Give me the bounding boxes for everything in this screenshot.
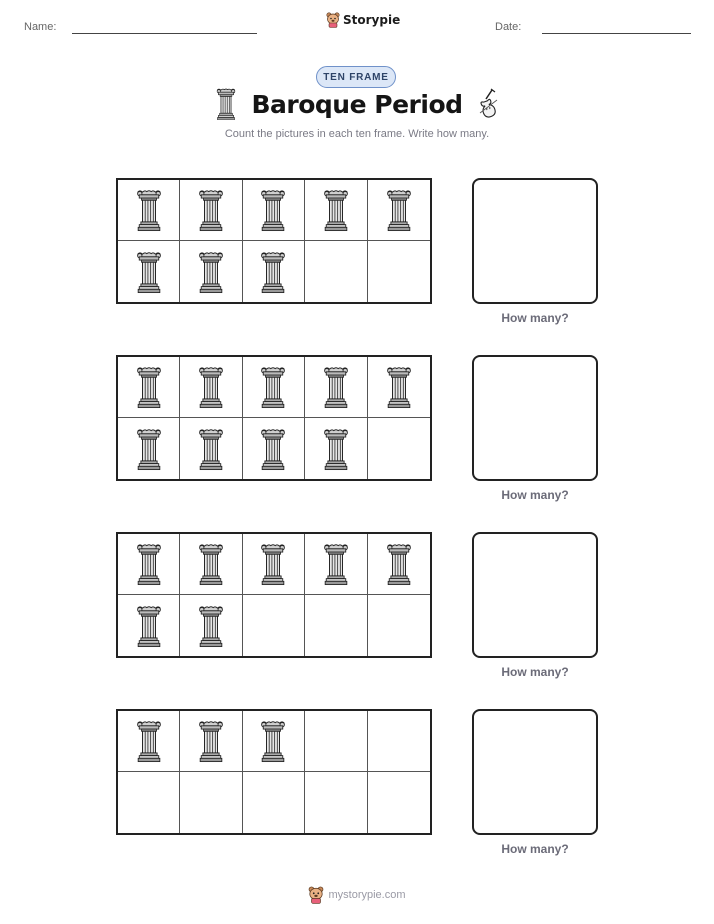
ten-frame-cell	[180, 357, 242, 418]
how-many-label: How many?	[501, 665, 569, 679]
ten-frame	[116, 709, 432, 835]
ten-frame-cell	[243, 357, 305, 418]
column-icon	[260, 718, 286, 764]
column-icon	[136, 718, 162, 764]
column-icon	[215, 88, 237, 120]
ten-frame-cell	[368, 534, 430, 595]
ten-frame-cell	[180, 534, 242, 595]
page-title	[0, 88, 714, 126]
ten-frame-cell	[368, 711, 430, 772]
ten-frame-cell	[368, 595, 430, 656]
ten-frame-cell	[180, 180, 242, 241]
column-icon	[386, 364, 412, 410]
ten-frame-cell	[368, 357, 430, 418]
ten-frame-cell	[118, 772, 180, 833]
ten-frame-cell	[368, 418, 430, 479]
answer-box[interactable]	[472, 709, 598, 835]
column-icon	[136, 187, 162, 233]
ten-frame	[116, 178, 432, 304]
column-icon	[198, 426, 224, 472]
column-icon	[198, 249, 224, 295]
ten-frame-cell	[368, 241, 430, 302]
column-icon	[386, 541, 412, 587]
column-icon	[136, 603, 162, 649]
column-icon	[260, 249, 286, 295]
ten-frame-cell	[368, 772, 430, 833]
ten-frame-cell	[243, 711, 305, 772]
footer-url: mystorypie.com	[328, 889, 406, 901]
ten-frame-cell	[305, 772, 367, 833]
ten-frame-cell	[305, 595, 367, 656]
ten-frame-cell	[180, 241, 242, 302]
bear-mascot-icon	[308, 886, 324, 904]
ten-frame-cell	[305, 357, 367, 418]
column-icon	[136, 541, 162, 587]
bear-mascot-icon	[326, 12, 340, 28]
ten-frame-cell	[180, 772, 242, 833]
ten-frame-cell	[180, 711, 242, 772]
ten-frame-cell	[118, 357, 180, 418]
ten-frame-cell	[118, 711, 180, 772]
column-icon	[198, 541, 224, 587]
column-icon	[323, 364, 349, 410]
column-icon	[323, 426, 349, 472]
ten-frame	[116, 355, 432, 481]
ten-frame-cell	[118, 241, 180, 302]
brand-logo	[326, 12, 400, 28]
ten-frame-cell	[243, 595, 305, 656]
ten-frame-cell	[180, 418, 242, 479]
ten-frame-cell	[243, 180, 305, 241]
answer-box[interactable]	[472, 355, 598, 481]
date-line[interactable]	[542, 33, 691, 34]
column-icon	[260, 187, 286, 233]
how-many-label: How many?	[501, 311, 569, 325]
instructions: Count the pictures in each ten frame. Write how many.	[224, 128, 490, 140]
ten-frame-cell	[243, 772, 305, 833]
violin-icon	[477, 88, 499, 120]
column-icon	[260, 426, 286, 472]
column-icon	[136, 426, 162, 472]
ten-frame-cell	[243, 418, 305, 479]
ten-frame-cell	[118, 418, 180, 479]
date-label: Date:	[495, 21, 522, 33]
name-label: Name:	[24, 21, 57, 33]
column-icon	[136, 364, 162, 410]
column-icon	[260, 364, 286, 410]
ten-frame-cell	[118, 180, 180, 241]
ten-frame-cell	[305, 241, 367, 302]
ten-frame-cell	[243, 241, 305, 302]
ten-frame-cell	[305, 711, 367, 772]
column-icon	[386, 187, 412, 233]
column-icon	[323, 541, 349, 587]
ten-frame-cell	[118, 595, 180, 656]
column-icon	[323, 187, 349, 233]
ten-frame-tag: TEN FRAME	[316, 66, 396, 88]
column-icon	[198, 364, 224, 410]
answer-box[interactable]	[472, 178, 598, 304]
column-icon	[198, 718, 224, 764]
column-icon	[136, 249, 162, 295]
answer-box[interactable]	[472, 532, 598, 658]
ten-frame-cell	[305, 180, 367, 241]
column-icon	[198, 603, 224, 649]
name-line[interactable]	[72, 33, 257, 34]
ten-frame	[116, 532, 432, 658]
column-icon	[260, 541, 286, 587]
how-many-label: How many?	[501, 842, 569, 856]
ten-frame-cell	[243, 534, 305, 595]
ten-frame-cell	[180, 595, 242, 656]
brand-name: Storypie	[343, 13, 401, 27]
ten-frame-cell	[118, 534, 180, 595]
title-text: Baroque Period	[251, 89, 463, 119]
footer	[0, 886, 714, 904]
ten-frame-cell	[305, 534, 367, 595]
how-many-label: How many?	[501, 488, 569, 502]
ten-frame-cell	[305, 418, 367, 479]
ten-frame-cell	[368, 180, 430, 241]
column-icon	[198, 187, 224, 233]
